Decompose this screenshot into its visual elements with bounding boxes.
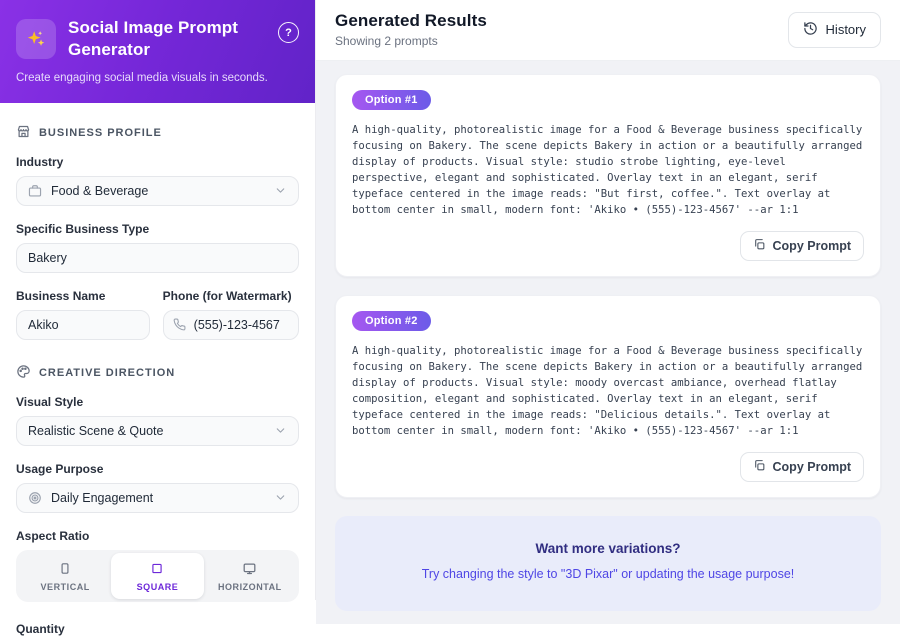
aspect-ratio-label: Aspect Ratio: [16, 528, 90, 543]
business-type-label: Specific Business Type: [16, 221, 150, 236]
usage-purpose-label: Usage Purpose: [16, 461, 104, 476]
history-button-label: History: [825, 22, 866, 37]
visual-style-value: Realistic Scene & Quote: [28, 423, 164, 438]
result-card-2: [335, 295, 881, 498]
prompt-text: A high-quality, photorealistic image for a Food & Beverage business specifically focusing on Bakery. The scene depicts Bakery in action or a beautifully arranged display of products. Visual style: moody overcast ambiance, overhead flatlay composition, elegant and sophisticated. Overlay text in an elegant, serif typeface centered in the image reads: "Delicious details.". Text overlay at bottom center in small, modern font: 'Akiko • (555)-123-4567' --ar 1:1: [352, 345, 869, 437]
visual-style-select[interactable]: [16, 416, 299, 446]
sidebar-form: [0, 103, 315, 636]
phone-input[interactable]: [163, 310, 299, 340]
vertical-icon: [58, 561, 72, 576]
aspect-option-label: VERTICAL: [40, 581, 90, 592]
option-badge: Option #1: [352, 90, 431, 110]
business-type-input[interactable]: [16, 243, 299, 273]
results-count: Showing 2 prompts: [335, 34, 438, 48]
help-icon[interactable]: [278, 22, 299, 43]
history-icon: [803, 21, 818, 39]
industry-label: Industry: [16, 154, 64, 169]
variations-banner: [335, 516, 881, 611]
copy-prompt-button[interactable]: [740, 452, 864, 482]
target-icon: [28, 491, 42, 505]
copy-prompt-button[interactable]: [740, 231, 864, 261]
section-business-profile: [16, 124, 299, 142]
square-icon: [150, 561, 164, 576]
section-creative-direction: [16, 364, 299, 382]
industry-select[interactable]: [16, 176, 299, 206]
aspect-option-label: SQUARE: [136, 581, 179, 592]
chevron-down-icon: [274, 424, 287, 437]
quantity-label: Quantity: [16, 621, 65, 636]
storefront-icon: [16, 124, 31, 142]
chevron-down-icon: [274, 491, 287, 504]
page-title: Generated Results: [335, 11, 487, 30]
banner-title: Want more variations?: [535, 541, 681, 556]
prompt-text: A high-quality, photorealistic image for a Food & Beverage business specifically focusing on Bakery. The scene depicts Bakery in action or a beautifully arranged display of products. Visual style: studio strobe lighting, eye-level perspective, elegant and sophisticated. Overlay text in an elegant, serif typeface centered in the image reads: "But first, coffee.". Text overlay at bottom center in small, modern font: 'Akiko • (555)-123-4567' --ar 1:1: [352, 124, 869, 216]
section-title: CREATIVE DIRECTION: [39, 366, 176, 379]
section-title: BUSINESS PROFILE: [39, 126, 162, 139]
results-header: [316, 0, 900, 61]
copy-icon: [753, 459, 766, 475]
aspect-option-square[interactable]: [111, 553, 203, 599]
app-title: Social Image Prompt Generator: [68, 18, 239, 60]
help-glyph: ?: [285, 26, 292, 39]
copy-icon: [753, 238, 766, 254]
usage-purpose-value: Daily Engagement: [51, 490, 154, 505]
result-card-1: [335, 74, 881, 277]
app-tagline: Create engaging social media visuals in seconds.: [16, 71, 268, 84]
industry-value: Food & Beverage: [51, 183, 149, 198]
app-header: [0, 0, 315, 103]
banner-subtitle: Try changing the style to "3D Pixar" or updating the usage purpose!: [421, 567, 795, 581]
results-area: [316, 61, 900, 624]
sidebar: [0, 0, 316, 636]
briefcase-icon: [28, 184, 42, 198]
option-badge: Option #2: [352, 311, 431, 331]
sparkles-icon: [16, 19, 56, 59]
aspect-ratio-segmented: [16, 550, 299, 602]
business-name-label: Business Name: [16, 288, 106, 303]
aspect-option-horizontal[interactable]: [204, 553, 296, 599]
usage-purpose-select[interactable]: [16, 483, 299, 513]
main-panel: [316, 0, 900, 600]
business-name-input[interactable]: [16, 310, 150, 340]
chevron-down-icon: [274, 184, 287, 197]
history-button[interactable]: [788, 12, 881, 48]
aspect-option-vertical[interactable]: [19, 553, 111, 599]
horizontal-icon: [242, 561, 257, 576]
phone-label: Phone (for Watermark): [162, 288, 292, 303]
copy-button-label: Copy Prompt: [772, 239, 851, 253]
aspect-option-label: HORIZONTAL: [217, 581, 282, 592]
copy-button-label: Copy Prompt: [772, 460, 851, 474]
visual-style-label: Visual Style: [16, 394, 84, 409]
palette-icon: [16, 364, 31, 382]
